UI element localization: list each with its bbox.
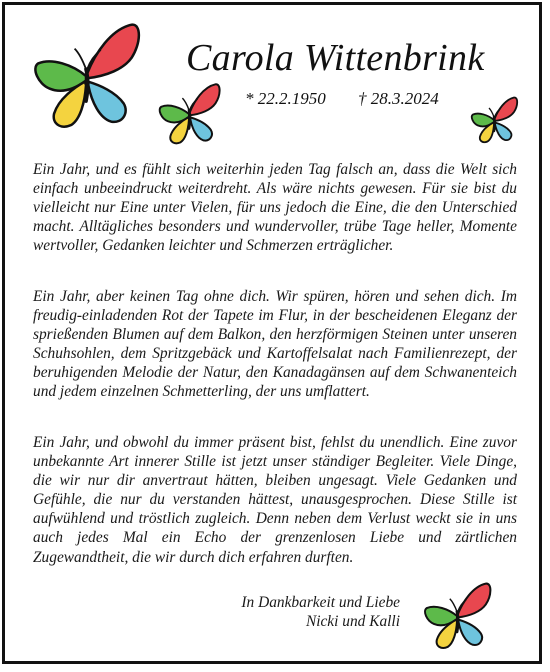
memorial-paragraph: Ein Jahr, und obwohl du immer präsent bist, fehlst du unendlich. Eine zuvor unbekannte Art innerer Stille ist jetzt unser ständiger Begleiter. Viele Dinge, die wir nur dir anvertraut hätten, bleiben ungesagt. Viele Gedanken und Gefühle, die nur du verstanden hättest, unausgesprochen. Diese Stille ist aufwühlend und tröstlich zugleich. Denn neben dem Verlust weckt sie in uns auch jedes Mal ein Echo der grenzenlosen Liebe und zärtlichen Zugewandtheit, die wir durch dich erfahren durften. [33, 434, 517, 566]
closing-line: In Dankbarkeit und Liebe [241, 594, 400, 611]
butterfly-icon [417, 580, 497, 652]
memorial-paragraph: Ein Jahr, und es fühlt sich weiterhin jeden Tag falsch an, dass die Welt sich einfach unbeeindruckt weiterdreht. Als wäre nichts gewesen. Für sie bist du vielleicht nur Eine unter Vielen, für uns jedoch die Eine, die den Unterschied macht. Alltägliches besonders und wundervoller, trübe Tage heller, Momente wertvoller, Gedanken leichter und Schmerzen erträglicher. [33, 161, 517, 255]
death-date: † 28.3.2024 [358, 89, 439, 108]
memorial-paragraph: Ein Jahr, aber keinen Tag ohne dich. Wir spüren, hören und sehen dich. Im freudig-einladenden Rot der Tapete im Flur, in der bescheidenen Eleganz der sprießenden Blumen auf dem Balkon, den herzförmigen Steinen unter unseren Schuhsohlen, dem Spritzgebäck und Kartoffelsalat nach Familienrezept, der beruhigenden Melodie der Natur, den Kanadagänsen auf dem Schwanenteich und jedem einzelnen Schmetterling, der uns umflattert. [33, 288, 517, 401]
signatories: Nicki und Kalli [305, 613, 400, 630]
birth-date: * 22.2.1950 [245, 89, 326, 108]
deceased-name: Carola Wittenbrink [186, 37, 485, 79]
butterfly-icon [152, 81, 226, 147]
butterfly-icon [466, 95, 522, 145]
closing-signature [241, 593, 400, 631]
butterfly-icon [19, 19, 153, 133]
